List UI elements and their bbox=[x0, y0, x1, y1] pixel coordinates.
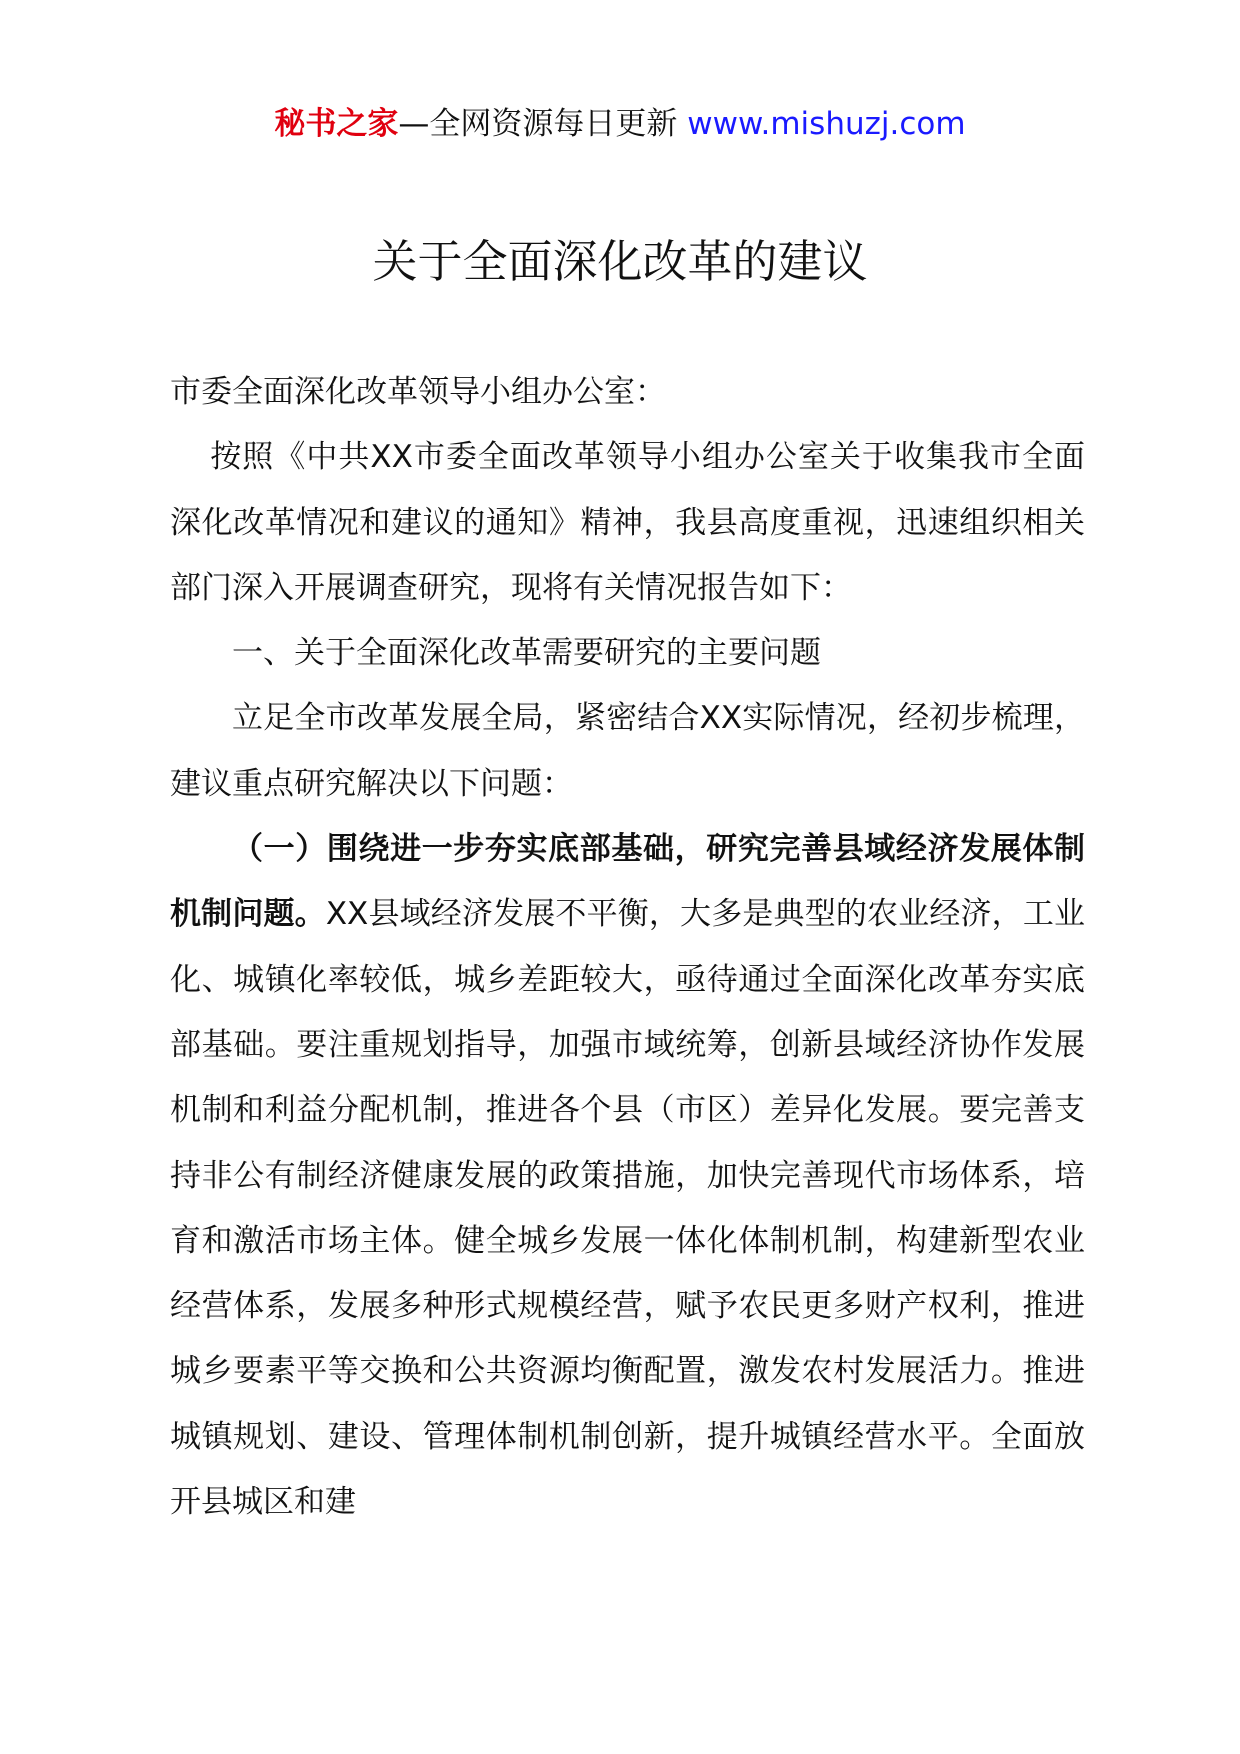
item-1-text: XX县域经济发展不平衡，大多是典型的农业经济，工业化、城镇化率较低，城乡差距较大，亟待通过全面深化改革夯实底部基础。要注重规划指导，加强市域统筹，创新县域经济协作发展机制和利益分配机制，推进各个县（市区）差异化发展。要完善支持非公有制经济健康发展的政策措施，加快完善现代市场体系，培育和激活市场主体。健全城乡发展一体化体制机制，构建新型农业经营体系，发展多种形式规模经营，赋予农民更多财产权利，推进城乡要素平等交换和公共资源均衡配置，激发农村发展活力。推进城镇规划、建设、管理体制机制创新，提升城镇经营水平。全面放开县城区和建 bbox=[170, 896, 1085, 1521]
site-brand: 秘书之家 bbox=[274, 106, 399, 142]
item-1-lead: （一）围绕进一步夯实底部基础，研究完善县域经济发展体制机制问题。 bbox=[170, 831, 1085, 933]
site-url-link[interactable]: www.mishuzj.com bbox=[687, 106, 966, 142]
document-title: 关于全面深化改革的建议 bbox=[372, 235, 868, 288]
intro-paragraph: 按照《中共XX市委全面改革领导小组办公室关于收集我市全面深化改革情况和建议的通知》精神，我县高度重视，迅速组织相关部门深入开展调查研究，现将有关情况报告如下： bbox=[170, 439, 1085, 606]
section-heading: 一、关于全面深化改革需要研究的主要问题 bbox=[232, 635, 821, 672]
salutation: 市委全面深化改革领导小组办公室： bbox=[170, 374, 666, 410]
section-intro-paragraph: 立足全市改革发展全局，紧密结合XX实际情况，经初步梳理，建议重点研究解决以下问题： bbox=[170, 700, 1085, 802]
document-body bbox=[170, 360, 1085, 1535]
site-slogan: —全网资源每日更新 bbox=[398, 106, 678, 142]
item-1-paragraph bbox=[170, 817, 1085, 1535]
site-header bbox=[0, 102, 1240, 146]
